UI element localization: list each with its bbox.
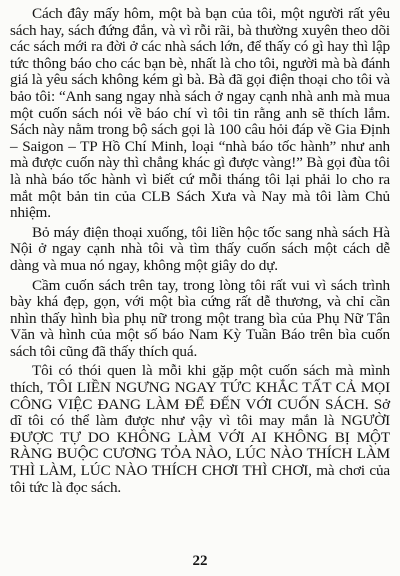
paragraph-1: Cách đây mấy hôm, một bà bạn của tôi, một người rất yêu sách hay, sách đứng đắn, và vì rỗi rãi, bà thường xuyên theo dõi các sách mới ra đời ở các nhà sách lớn, để thấy có gì hay thì lập tức thông báo cho các bạn bè, nhất là cho tôi, người mà bà đánh giá là yêu sách không kém gì bà. Bà đã gọi điện thoại cho tôi và bảo tôi: “Anh sang ngay nhà sách ở ngay cạnh nhà anh mà mua một cuốn sách nói về báo chí vì tôi tin rằng anh sẽ thích lắm. Sách này nằm trong bộ sách gọi là 100 câu hỏi đáp về Gia Định – Saigon – TP Hồ Chí Minh, loại “nhà báo tốc hành” như anh mà được cuốn này thì chẳng khác gì được vàng!” Bà gọi đùa tôi là nhà báo tốc hành vì biết cứ mỗi tháng tôi lại phải lo cho ra mắt một bản tin của CLB Sách Xưa và Nay mà tôi làm Chủ nhiệm.	[10, 5, 390, 222]
paragraph-3: Cầm cuốn sách trên tay, trong lòng tôi rất vui vì sách trình bày khá đẹp, gọn, với một bìa cứng rất dễ thương, và chỉ cần nhìn thấy hình bìa phụ nữ trong một trang bìa của Phụ Nữ Tân Văn và hình của một số báo Nam Kỳ Tuần Báo trên bìa cuốn sách tôi cũng đã thấy thích quá.	[10, 276, 390, 360]
paragraph-4: Tôi có thói quen là mỗi khi gặp một cuốn sách mà mình thích, TÔI LIỀN NGƯNG NGAY TỨC KHẮC TẤT CẢ MỌI CÔNG VIỆC ĐANG LÀM ĐỂ ĐẾN VỚI CUỐN SÁCH. Sở dĩ tôi có thể làm được như vậy vì tôi may mắn là NGƯỜI ĐƯỢC TỰ DO KHÔNG LÀM VỚI AI KHÔNG BỊ MỘT RÀNG BUỘC CƯƠNG TỎA NÀO, LÚC NÀO THÍCH LÀM THÌ LÀM, LÚC NÀO THÍCH CHƠI THÌ CHƠI, mà chơi của tôi tức là đọc sách.	[10, 362, 390, 496]
paragraph-2: Bỏ máy điện thoại xuống, tôi liền hộc tốc sang nhà sách Hà Nội ở ngay cạnh nhà tôi và tìm thấy cuốn sách một cách dễ dàng và mua nó ngay, không một giây do dự.	[10, 223, 390, 274]
page-number: 22	[192, 553, 208, 569]
body-text	[10, 6, 390, 499]
